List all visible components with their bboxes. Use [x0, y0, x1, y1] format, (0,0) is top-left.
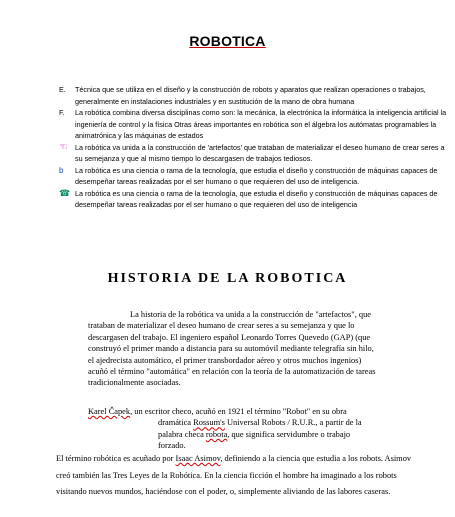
- paragraph-text: , un escritor checo, acuñó en 1921 el término "Robot" en su obra: [130, 407, 347, 416]
- list-marker: b: [59, 165, 64, 175]
- spellcheck-word: robota: [205, 429, 228, 439]
- person-name: Isaac Asimov: [175, 454, 221, 463]
- list-item: [55, 84, 451, 107]
- list-item-text: La robótica es una ciencia o rama de la tecnología, que estudia el diseño y construcción de máquinas capaces de desempeñar tareas realizadas por el ser humano o que requieren del uso de inteligencia: [75, 188, 438, 209]
- list-item: [55, 188, 451, 211]
- list-item-text: La robótica es una ciencia o rama de la tecnología, que estudia el diseño y construcción de máquinas capaces de desempeñar tareas realizadas por el ser humano o que requieren del uso de inteligencia.: [75, 165, 438, 186]
- hand-icon: ☜: [59, 141, 68, 153]
- paragraph-line: [88, 406, 378, 417]
- paragraph-text: , definiendo a la ciencia que estudia a los robots. Asimov creó también las Tres Leyes de la Robótica. En la ciencia ficción el hombre ha imaginado a los robots visitando nuevos mundos, haciéndose con el poder, o, simplemente aliviando de las labores caseras.: [56, 454, 412, 496]
- history-paragraph-2: [88, 406, 378, 452]
- list-item: [55, 107, 451, 142]
- list-marker: E.: [59, 85, 66, 94]
- list-item-text: Técnica que se utiliza en el diseño y la construcción de robots y aparatos que realizan operaciones o trabajos, generalmente en instalaciones industriales y en sustitución de la mano de obra humana: [75, 85, 426, 106]
- history-paragraph-3: [56, 451, 424, 501]
- person-name: Karel Čapek: [88, 407, 131, 416]
- spellcheck-word: Rossum's: [193, 418, 225, 428]
- list-item: [55, 165, 451, 188]
- list-item: [55, 142, 451, 165]
- list-item-text: La robótica combina diversa disciplinas como son: la mecánica, la electrónica la informática la inteligencia artificial la ingeniería de control y la física Otras áreas importantes en robótica son el álgebra los autómatas programables la animatrónica y las máquinas de estados: [75, 108, 447, 140]
- paragraph-text: El término robótica es acuñado por: [56, 454, 176, 463]
- list-marker: F.: [59, 108, 65, 117]
- paragraph-text: dramática: [158, 418, 194, 428]
- paragraph-text: La historia de la robótica va unida a la construcción de "artefactos", que trataban de materializar el deseo humano de crear seres a su semejanza y que lo descargasen del trabajo. El ingeniero español Leonardo Torres Quevedo (GAP) (que construyó el primer mando a distancia para su automóvil mediante telegrafía sin hilo, el ajedrecista automático, el primer transbordador aéreo y otros muchos ingenios) acuñó el término "automática" en relación con la teoría de la automatización de tareas tradicionalmente asociadas.: [88, 310, 376, 388]
- phone-icon: ☎: [59, 187, 71, 198]
- history-paragraph-1: [88, 309, 378, 389]
- list-item-text: La robótica va unida a la construcción de 'artefactos' que trataban de materializar el deseo humano de crear seres a su semejanza y que al mismo tiempo lo descargasen de trabajos tediosos.: [75, 142, 445, 163]
- definition-list: [55, 84, 451, 211]
- paragraph-text: Universal Robots / R.U.R., a partir de la palabra checa: [158, 418, 362, 439]
- paragraph-continuation: [88, 417, 378, 451]
- paragraph-text: , que significa servidumbre o trabajo forzado.: [158, 429, 351, 451]
- document-title: ROBOTICA: [189, 33, 266, 49]
- history-heading: HISTORIA DE LA ROBOTICA: [107, 271, 348, 286]
